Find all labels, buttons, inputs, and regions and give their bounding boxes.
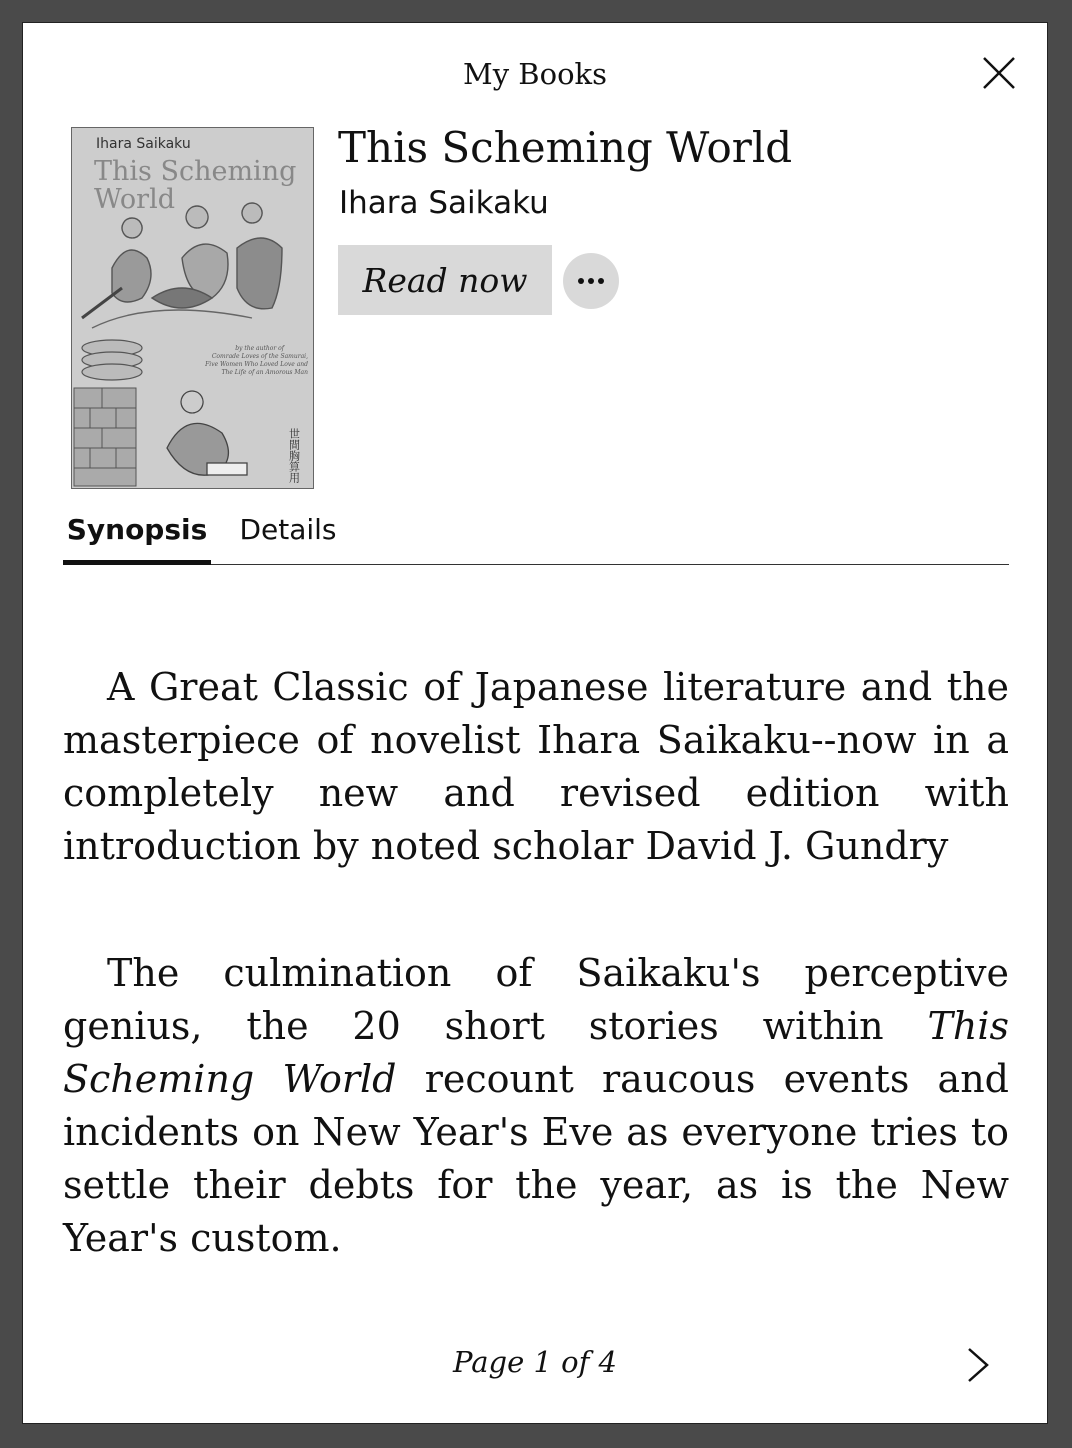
synopsis-book-title: This Scheming World: [63, 1004, 1009, 1101]
book-title: This Scheming World: [338, 123, 793, 172]
synopsis-content: [63, 661, 1009, 1339]
cover-blurb-3: The Life of an Amorous Man: [221, 369, 308, 376]
cover-blurb-1: Comrade Loves of the Samurai,: [211, 353, 308, 360]
chevron-right-icon: [957, 1343, 997, 1387]
cover-title-line2: World: [94, 184, 175, 215]
close-button[interactable]: [979, 53, 1019, 93]
book-cover[interactable]: [71, 127, 314, 489]
page-title: My Books: [463, 57, 607, 91]
tab-synopsis[interactable]: Synopsis: [63, 503, 211, 565]
cover-author: Ihara Saikaku: [96, 136, 191, 152]
page-indicator: Page 1 of 4: [453, 1345, 617, 1379]
read-now-button[interactable]: Read now: [338, 245, 552, 315]
synopsis-paragraph-2-before: The culmination of Saikaku's perceptive genius, the 20 short stories within: [63, 951, 1009, 1048]
more-options-button[interactable]: [563, 253, 619, 309]
synopsis-paragraph-2-after: recount raucous events and incidents on New Year's Eve as everyone tries to settle their debts for the year, as is the New Year's custom.: [63, 1057, 1010, 1260]
next-page-button[interactable]: [957, 1343, 997, 1387]
cover-blurb-2: Five Women Who Loved Love and: [205, 361, 308, 368]
tab-details[interactable]: Details: [239, 513, 337, 546]
more-icon: [563, 253, 619, 309]
cover-blurb-0: by the author of: [235, 345, 284, 352]
close-icon: [979, 53, 1019, 93]
book-details-dialog: [22, 22, 1048, 1424]
synopsis-paragraph-1: A Great Classic of Japanese literature and the masterpiece of novelist Ihara Saikaku--now in a completely new and revised edition with introduction by noted scholar David J. Gundry: [63, 665, 1009, 868]
book-cover-image: [72, 128, 313, 488]
cover-kanji: 世間胸算用: [287, 428, 301, 483]
cover-title-line1: This Scheming: [94, 156, 297, 187]
synopsis-paragraph-2: [63, 947, 1009, 1265]
book-author: Ihara Saikaku: [339, 185, 549, 221]
tab-bar: [63, 503, 1009, 565]
